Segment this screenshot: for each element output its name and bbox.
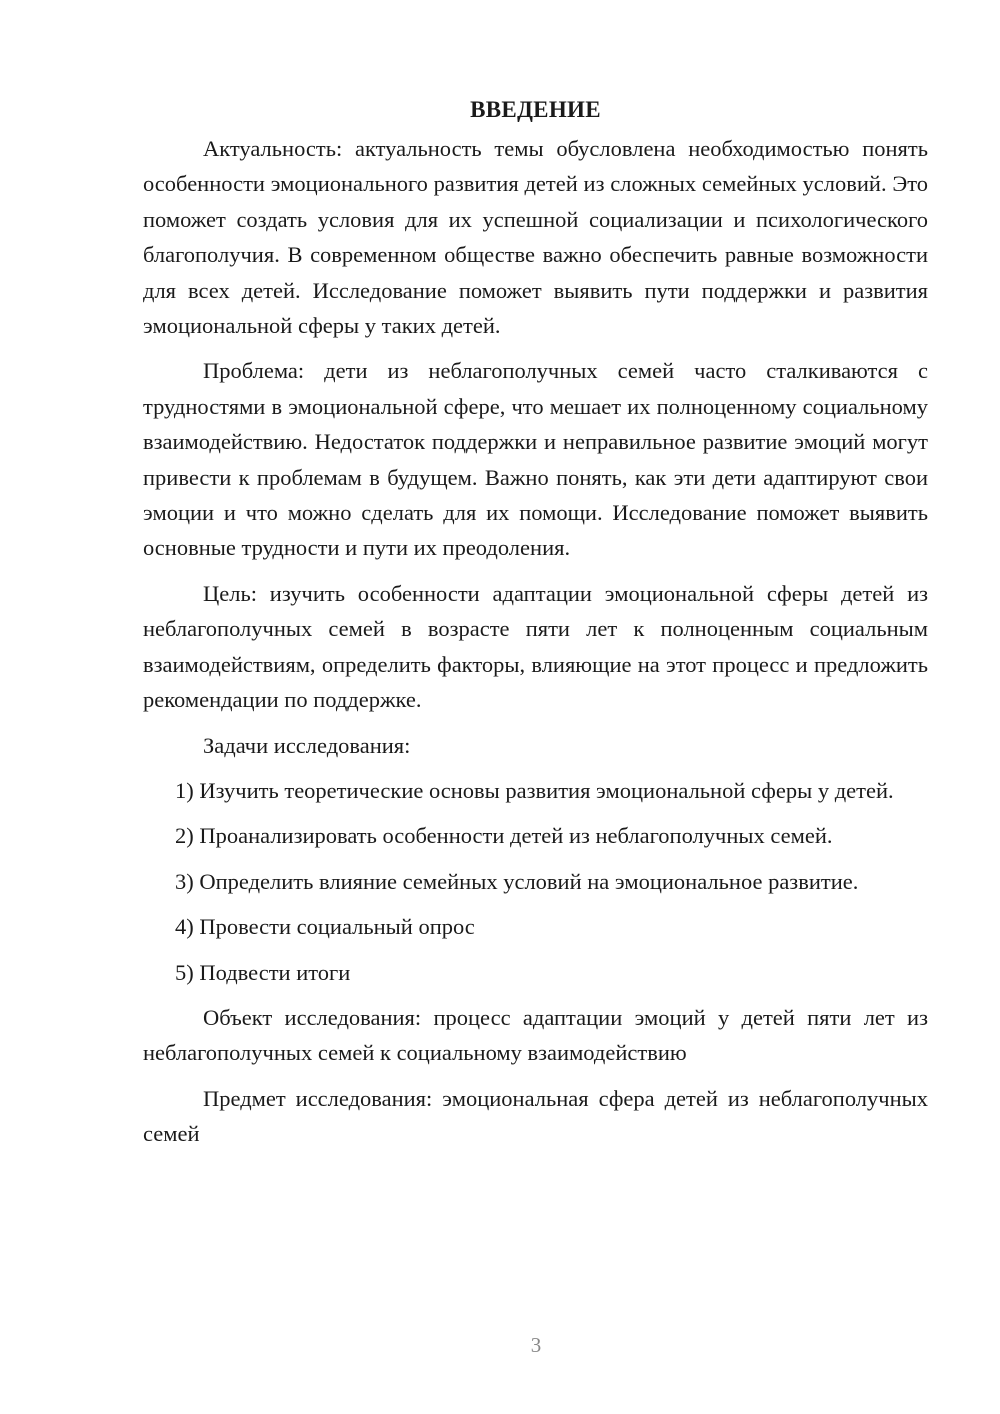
goal-paragraph: Цель: изучить особенности адаптации эмоциональной сферы детей из неблагополучных семей в возрасте пяти лет к полноценным социальным взаимодействиям, определить факторы, влияющие на этот процесс и предложить рекомендации по поддержке.: [143, 580, 928, 713]
page-number: 3: [530, 1333, 542, 1357]
list-item: 3) Определить влияние семейных условий на эмоциональное развитие.: [175, 868, 859, 894]
document-page: [143, 92, 928, 1152]
object-paragraph: Объект исследования: процесс адаптации эмоций у детей пяти лет из неблагополучных семей к социальному взаимодействию: [143, 1004, 928, 1066]
list-item: 2) Проанализировать особенности детей из неблагополучных семей.: [175, 823, 833, 849]
relevance-paragraph: Актуальность: актуальность темы обусловлена необходимостью понять особенности эмоционального развития детей из сложных семейных условий. Это поможет создать условия для их успешной социализации и психологического благополучия. В современном обществе важно обеспечить равные возможности для всех детей. Исследование поможет выявить пути поддержки и развития эмоциональной сферы у таких детей.: [143, 136, 928, 339]
document-title: ВВЕДЕНИЕ: [470, 97, 601, 122]
tasks-heading: Задачи исследования:: [203, 732, 411, 758]
problem-paragraph: Проблема: дети из неблагополучных семей часто сталкиваются с трудностями в эмоциональной сфере, что мешает их полноценному социальному взаимодействию. Недостаток поддержки и неправильное развитие эмоций могут привести к проблемам в будущем. Важно понять, как эти дети адаптируют свои эмоции и что можно сделать для их помощи. Исследование поможет выявить основные трудности и пути их преодоления.: [143, 358, 928, 561]
list-item: 1) Изучить теоретические основы развития эмоциональной сферы у детей.: [175, 777, 894, 803]
list-item: 5) Подвести итоги: [175, 959, 351, 985]
subject-paragraph: Предмет исследования: эмоциональная сфера детей из неблагополучных семей: [143, 1085, 928, 1147]
tasks-list: [143, 773, 928, 990]
list-item: 4) Провести социальный опрос: [175, 914, 475, 940]
